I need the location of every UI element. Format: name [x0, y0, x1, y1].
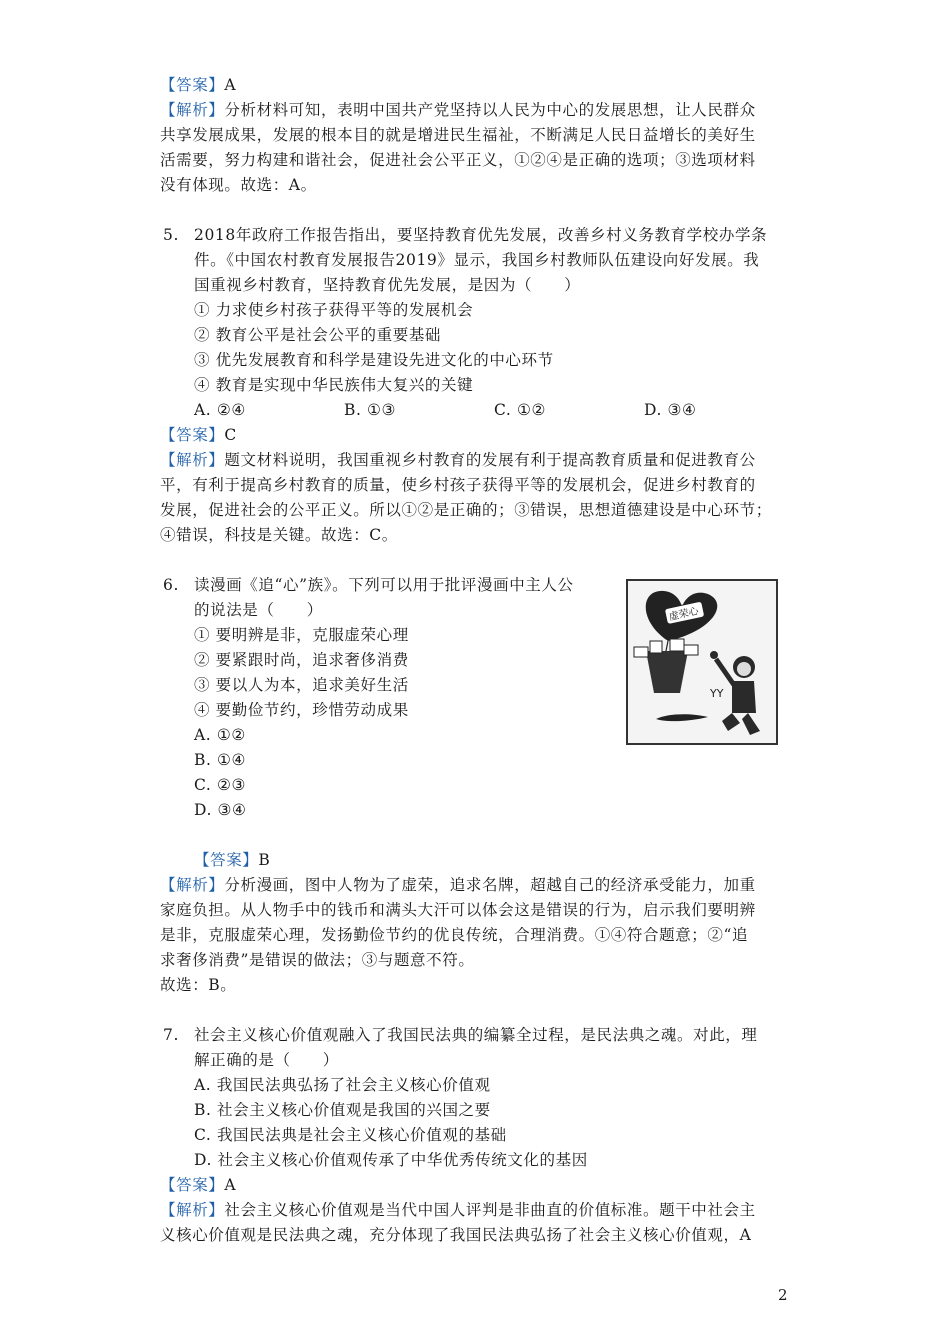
cartoon-drawing — [628, 581, 776, 743]
answer-value: B — [258, 851, 271, 869]
option-b: B. ①③ — [344, 401, 397, 419]
answer-label: 【答案】 — [160, 426, 225, 444]
question-stem: 读漫画《追“心”族》。下列可以用于批评漫画中主人公 — [194, 576, 574, 594]
analysis-text: 家庭负担。从人物手中的钱币和满头大汗可以体会这是错误的行为，启示我们要明辨 — [160, 901, 756, 919]
analysis-label: 【解析】 — [160, 876, 225, 894]
analysis-text: 题文材料说明，我国重视乡村教育的发展有利于提高教育质量和促进教育公 — [224, 451, 756, 469]
answer-value: A — [224, 1176, 237, 1194]
page-number: 2 — [778, 1286, 788, 1304]
answer-value: C — [224, 426, 237, 444]
statement-item: ③ 要以人为本，追求美好生活 — [194, 676, 409, 694]
analysis-text: 分析漫画，图中人物为了虚荣，追求名牌，超越自己的经济承受能力，加重 — [224, 876, 756, 894]
analysis-text: 社会主义核心价值观是当代中国人评判是非曲直的价值标准。题干中社会主 — [224, 1201, 756, 1219]
analysis-text: 共享发展成果，发展的根本目的就是增进民生福祉，不断满足人民日益增长的美好生 — [160, 126, 756, 144]
analysis-line — [160, 873, 756, 898]
question-number: 7. — [163, 1026, 179, 1044]
option-a: A. ①② — [194, 726, 246, 744]
answer-line — [194, 848, 270, 873]
analysis-text: 义核心价值观是民法典之魂，充分体现了我国民法典弘扬了社会主义核心价值观，A — [160, 1226, 752, 1244]
option-c: C. ①② — [494, 401, 546, 419]
statement-item: ④ 要勤俭节约，珍惜劳动成果 — [194, 701, 409, 719]
answer-line — [160, 73, 236, 98]
answer-value: A — [224, 76, 237, 94]
answer-label: 【答案】 — [160, 1176, 225, 1194]
option-c: C. 我国民法典是社会主义核心价值观的基础 — [194, 1126, 507, 1144]
question-stem: 社会主义核心价值观融入了我国民法典的编纂全过程，是民法典之魂。对此，理 — [194, 1026, 758, 1044]
analysis-text: 分析材料可知，表明中国共产党坚持以人民为中心的发展思想，让人民群众 — [224, 101, 756, 119]
analysis-line — [160, 98, 756, 123]
statement-item: ② 要紧跟时尚，追求奢侈消费 — [194, 651, 409, 669]
analysis-text: ④错误，科技是关键。故选：C。 — [160, 526, 398, 544]
analysis-text: 求奢侈消费”是错误的做法；③与题意不符。 — [160, 951, 475, 969]
statement-item: ① 要明辨是非，克服虚荣心理 — [194, 626, 409, 644]
analysis-text: 故选：B。 — [160, 976, 237, 994]
heart-label: 虚荣心 — [668, 606, 700, 624]
analysis-text: 发展，促进社会的公平正义。所以①②是正确的；③错误，思想道德建设是中心环节； — [160, 501, 772, 519]
answer-label: 【答案】 — [160, 76, 225, 94]
question-number: 6. — [163, 576, 179, 594]
statement-item: ① 力求使乡村孩子获得平等的发展机会 — [194, 301, 474, 319]
question-number: 5. — [163, 226, 179, 244]
answer-label: 【答案】 — [194, 851, 259, 869]
option-d: D. ③④ — [194, 801, 247, 819]
statement-item: ② 教育公平是社会公平的重要基础 — [194, 326, 442, 344]
option-d: D. ③④ — [644, 401, 697, 419]
analysis-label: 【解析】 — [160, 451, 225, 469]
question-stem: 2018年政府工作报告指出，要坚持教育优先发展，改善乡村义务教育学校办学条 — [194, 226, 768, 244]
option-a: A. 我国民法典弘扬了社会主义核心价值观 — [194, 1076, 491, 1094]
analysis-label: 【解析】 — [160, 101, 225, 119]
question-stem: 的说法是（ ） — [194, 601, 323, 619]
shopping-bag-icon — [646, 651, 688, 693]
option-c: C. ②③ — [194, 776, 246, 794]
analysis-text: 活需要，努力构建和谐社会，促进社会公平正义，①②④是正确的选项；③选项材料 — [160, 151, 756, 169]
option-a: A. ②④ — [194, 401, 246, 419]
answer-line — [160, 423, 237, 448]
ground-label: YY — [710, 687, 724, 700]
analysis-label: 【解析】 — [160, 1201, 225, 1219]
shadow-shape — [656, 714, 708, 721]
analysis-text: 平，有利于提高乡村教育的质量，使乡村孩子获得平等的发展机会，促进乡村教育的 — [160, 476, 756, 494]
analysis-line — [160, 1198, 756, 1223]
statement-item: ③ 优先发展教育和科学是建设先进文化的中心环节 — [194, 351, 554, 369]
option-b: B. 社会主义核心价值观是我国的兴国之要 — [194, 1101, 491, 1119]
analysis-text: 没有体现。故选：A。 — [160, 176, 317, 194]
analysis-line — [160, 448, 756, 473]
option-b: B. ①④ — [194, 751, 247, 769]
question-stem: 国重视乡村教育，坚持教育优先发展，是因为（ ） — [194, 276, 581, 294]
option-d: D. 社会主义核心价值观传承了中华优秀传统文化的基因 — [194, 1151, 588, 1169]
cartoon-image — [626, 579, 778, 745]
question-stem: 解正确的是（ ） — [194, 1051, 339, 1069]
statement-item: ④ 教育是实现中华民族伟大复兴的关键 — [194, 376, 474, 394]
question-stem: 件。《中国农村教育发展报告2019》显示，我国乡村教师队伍建设向好发展。我 — [194, 251, 760, 269]
answer-line — [160, 1173, 236, 1198]
analysis-text: 是非，克服虚荣心理，发扬勤俭节约的优良传统，合理消费。①④符合题意；②“追 — [160, 926, 749, 944]
